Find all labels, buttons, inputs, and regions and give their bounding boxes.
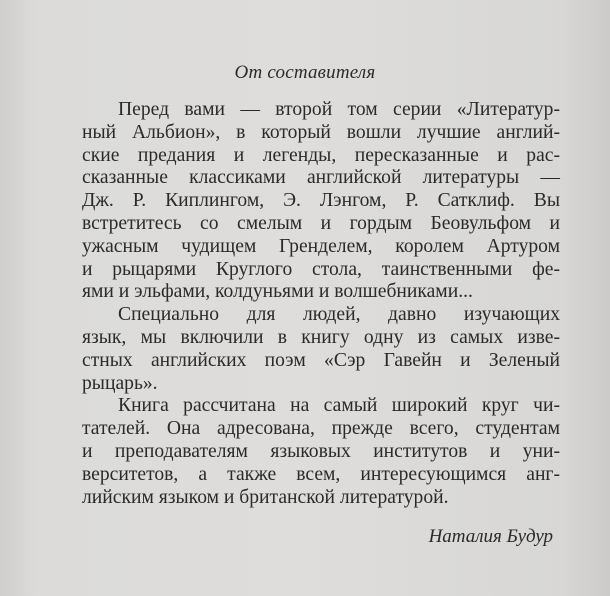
- text-line: Специально для людей, давно изучающих: [118, 304, 560, 326]
- text-line: сказанные классиками английской литературы —: [82, 167, 560, 189]
- text-line: Дж. Р. Киплингом, Э. Лэнгом, Р. Сатклиф. Вы: [82, 190, 560, 212]
- text-line: и преподавателям языковых институтов и уни-: [82, 440, 560, 462]
- text-line: ный Альбион», в который вошли лучшие англий-: [82, 121, 560, 143]
- text-line: рыцарь».: [82, 372, 158, 394]
- text-line: язык, мы включили в книгу одну из самых изве-: [82, 326, 560, 348]
- text-line: стных английских поэм «Сэр Гавейн и Зеленый: [82, 349, 560, 371]
- text-line: Книга рассчитана на самый широкий круг чи-: [118, 395, 560, 417]
- text-line: ские предания и легенды, пересказанные и рас-: [82, 144, 560, 166]
- text-line: верситетов, а также всем, интересующимся анг-: [82, 463, 560, 485]
- page-heading: От составителя: [234, 62, 376, 83]
- text-line: ями и эльфами, колдуньями и волшебниками...: [82, 281, 473, 303]
- text-line: ужасным чудищем Гренделем, королем Артуром: [82, 235, 560, 257]
- text-line: тателей. Она адресована, прежде всего, студентам: [82, 418, 560, 440]
- author-signature: Наталия Будур: [428, 526, 553, 547]
- text-line: встретитесь со смелым и гордым Беовульфом и: [82, 212, 560, 234]
- preface-text: [82, 99, 560, 509]
- text-line: и рыцарями Круглого стола, таинственными фе-: [82, 258, 560, 280]
- text-line: Перед вами — второй том серии «Литератур-: [118, 99, 560, 120]
- text-line: лийским языком и британской литературой.: [82, 486, 449, 508]
